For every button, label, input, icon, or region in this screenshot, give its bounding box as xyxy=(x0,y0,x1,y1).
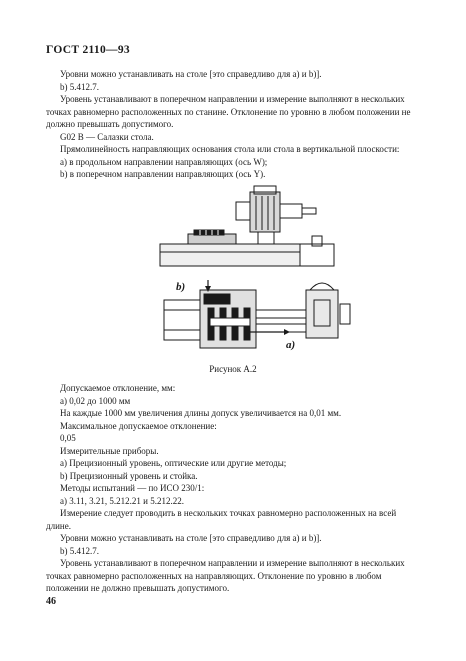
bottom-paragraph: Максимальное допускаемое отклонение: xyxy=(60,420,217,431)
lower-view xyxy=(164,280,350,348)
bottom-paragraph: На каждые 1000 мм увеличения длины допуск увеличивается на 0,01 мм. xyxy=(60,408,342,418)
bottom-paragraph: Уровень устанавливают в поперечном направлении и измерение выполняют в нескольких точках равномерно расположенных на направляющих. Отклонение по уровню в любом положении не должно превышать допустимого. xyxy=(46,558,405,593)
text-block-bottom xyxy=(46,382,420,595)
upper-view xyxy=(160,186,334,266)
page-number: 46 xyxy=(46,596,56,607)
bottom-paragraph: Методы испытаний — по ИСО 230/1: xyxy=(60,483,205,493)
bottom-paragraph: b) 5.412.7. xyxy=(60,545,99,556)
label-a: a) xyxy=(286,339,296,351)
top-paragraph: Прямолинейность направляющих основания стола или стола в вертикальной плоскости: xyxy=(60,144,400,154)
machine-drawing xyxy=(150,182,360,362)
bottom-paragraph: 0,05 xyxy=(60,433,76,443)
figure-caption: Рисунок A.2 xyxy=(209,364,257,374)
top-paragraph: Уровень устанавливают в поперечном направлении и измерение выполняют в нескольких точках равномерно расположенных по станине. Отклонение по уровню в любом положении не должно превышать допустимого. xyxy=(46,94,411,129)
bottom-paragraph: Допускаемое отклонение, мм: xyxy=(60,383,176,393)
top-paragraph: Уровни можно устанавливать на столе [это справедливо для a) и b)]. xyxy=(60,69,322,79)
top-paragraph: b) в поперечном направлении направляющих (ось Y). xyxy=(60,169,266,179)
top-paragraph: a) в продольном направлении направляющих (ось W); xyxy=(60,156,268,167)
bottom-paragraph: a) 3.11, 3.21, 5.212.21 и 5.212.22. xyxy=(60,495,184,506)
bottom-paragraph: Измерение следует проводить в нескольких точках равномерно расположенных на всей длине. xyxy=(46,508,397,531)
bottom-paragraph: a) Прецизионный уровень, оптические или другие методы; xyxy=(60,458,287,468)
top-paragraph: G02 B — Салазки стола. xyxy=(60,131,154,142)
bottom-paragraph: Уровни можно устанавливать на столе [это справедливо для a) и b)]. xyxy=(60,533,322,543)
text-block-top xyxy=(46,68,420,181)
document-header: ГОСТ 2110—93 xyxy=(46,44,130,56)
bottom-paragraph: a) 0,02 до 1000 мм xyxy=(60,395,131,406)
top-paragraph: b) 5.412.7. xyxy=(60,81,99,92)
bottom-paragraph: b) Прецизионный уровень и стойка. xyxy=(60,470,198,481)
bottom-paragraph: Измерительные приборы. xyxy=(60,445,159,456)
label-b: b) xyxy=(176,281,186,293)
